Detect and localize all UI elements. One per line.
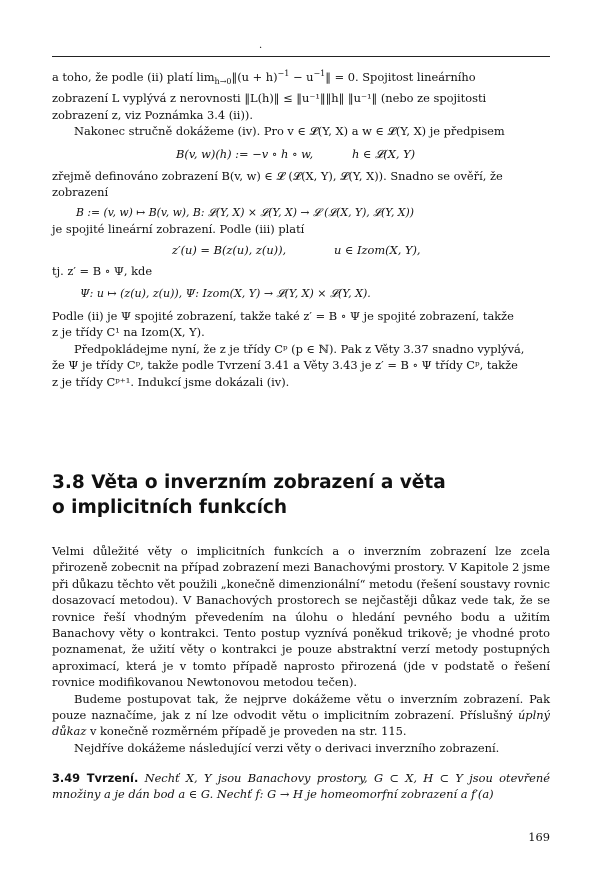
text-line: a toho, že podle (ii) platí $\lim_{h\to 0}‖(u + h)^{-1}$ − $u^{-1}‖ = 0$. Spojitost lineárního — [52, 69, 476, 87]
paragraph: Budeme postupovat tak, že nejprve dokážeme větu o inverzním zobrazení. Pak pouze naznačíme, jak z ní lze odvodit větu o implicitním zobrazení. Příslušný úplný důkaz v konečně rozměrném případě je proveden na str. 115. — [52, 691, 550, 739]
section-heading: 3.8 Věta o inverzním zobrazení a věta o implicitních funkcích — [52, 472, 446, 518]
document-page: . a toho, že podle (ii) platí $\lim_{h\to 0}‖(u + h)^{-1}$ − $u^{-1}‖ = 0$. Spojitost lineárního zobrazení L vyplývá z nerovnosti ‖L(h)‖ ≤ ‖u⁻¹‖‖h‖ ‖u⁻¹‖ (nebo ze spojitosti zobrazení z, viz Poznámka 3.4 (ii)). Nakonec stručně dokážeme (iv). Pro v ∈ 𝓛(Y, X) a w ∈ 𝓛(Y, X) je předpisem B(v, w)(h) := −v ∘ h ∘ w, h ∈ 𝓛(X, Y) zřejmě definováno zobrazení B(v, w) ∈ 𝓛 (𝓛(X, Y), 𝓛(Y, X)). Snadno se ověří, že zobrazení B := (v, w) ↦ B(v, w), B: 𝓛(Y, X) × 𝓛(Y, X) → 𝓛 (𝓛(X, Y), 𝓛(Y, X)) je spojité lineární zobrazení. Podle (iii) platí z′(u) = B(z(u), z(u)), u ∈ Izom(X, Y), tj. z′ = B ∘ Ψ, kde Ψ: u ↦ (z(u), z(u)), Ψ: Izom(X, Y) → 𝓛(Y, X) × 𝓛(Y, X). Podle (ii) je Ψ spojité zobrazení, takže také z′ = B ∘ Ψ je spojité zobrazení, takže z je třídy C¹ na Izom(X, Y). Předpokládejme nyní, že z je třídy Cᵖ (p ∈ ℕ). Pak z Věty 3.37 snadno vyplývá, že Ψ je třídy Cᵖ, takže podle Tvrzení 3.41 a Věty 3.43 je z′ = B ∘ Ψ třídy Cᵖ, takže z je třídy Cᵖ⁺¹. Indukcí jsme dokázali (iv). 3.8 Věta o inverzním zobrazení a věta o implicitních funkcích Velmi důležité věty o implicitních funkcích a o inverzním zobrazení lze zcela přirozeně zobecnit na případ zobrazení mezi Banachovými prostory. V Kapitole 2 jsme při důkazu těchto vět použili „konečně dimenzionální“ metodu (řešení soustavy rovnic dosazovací metodou). V Banachových prostorech se nejčastěji důkaz vede tak, že se rovnice řeší vhodným převedením na úlohu o hledání pevného bodu a užitím Banachovy věty o kontrakci. Tento postup vyznívá poněkud trikově; je vhodné proto poznamenat, že užití věty o kontrakci je pouze abstraktní verzí metody postupných aproximací, která je v tomto případě naprosto přirozená (jde v podstatě o řešení rovnice modifikovanou Newtonovou metodou tečen). Budeme postupovat tak, že nejprve dokážeme větu o inverzním zobrazení. Pak pouze naznačíme, jak z ní lze odvodit větu o implicitním zobrazení. Příslušný úplný důkaz v konečně rozměrném případě je proveden na str. 115. Nejdříve dokážeme následující verzi věty o derivaci inverzního zobrazení. 3.49 Tvrzení. Nechť X, Y jsou Banachovy prostory, G ⊂ X, H ⊂ Y jsou otevřené množiny a je dán bod a ∈ G. Nechť f: G → H je homeomorfní zobrazení a f′(a) 169 — [52, 40, 551, 844]
section-body — [52, 543, 550, 756]
paragraph: Nejdříve dokážeme následující verzi věty o derivaci inverzního zobrazení. — [74, 740, 500, 755]
header-mark: . — [259, 40, 263, 51]
proposition — [52, 770, 550, 803]
paragraph: tj. z′ = B ∘ Ψ, kde — [52, 264, 153, 278]
paragraph: Velmi důležité věty o implicitních funkcích a o inverzním zobrazení lze zcela přirozeně zobecnit na případ zobrazení mezi Banachovými prostory. V Kapitole 2 jsme při důkazu těchto vět použili „konečně dimenzionální“ metodu (řešení soustavy rovnic dosazovací metodou). V Banachových prostorech se nejčastěji důkaz vede tak, že se rovnice řeší vhodným převedením na úlohu o hledání pevného bodu a užitím Banachovy věty o kontrakci. Tento postup vyznívá poněkud trikově; je vhodné proto poznamenat, že užití věty o kontrakci je pouze abstraktní verzí metody postupných aproximací, která je v tomto případě naprosto přirozená (jde v podstatě o řešení rovnice modifikovanou Newtonovou metodou tečen). — [52, 544, 550, 690]
paragraph: je spojité lineární zobrazení. Podle (iii) platí — [52, 222, 305, 236]
proposition-label: 3.49 Tvrzení. — [52, 771, 139, 785]
paragraph: Nakonec stručně dokážeme (iv). Pro v ∈ 𝓛(Y, X) a w ∈ 𝓛(Y, X) je předpisem — [74, 124, 505, 139]
proof-continuation — [52, 66, 550, 140]
text-line: zobrazení z, viz Poznámka 3.4 (ii)). — [52, 107, 253, 122]
text-line: zobrazení L vyplývá z nerovnosti ‖L(h)‖ ≤ ‖u⁻¹‖‖h‖ ‖u⁻¹‖ (nebo ze spojitosti — [52, 91, 487, 106]
page-number: 169 — [528, 830, 550, 844]
proposition-text: Nechť X, Y jsou Banachovy prostory, G ⊂ X, H ⊂ Y jsou otevřené množiny a je dán bod a ∈ G. Nechť f: G → H je homeomorfní zobrazení a f′(a) — [52, 771, 551, 802]
paragraph: zřejmě definováno zobrazení B(v, w) ∈ 𝓛 (𝓛(X, Y), 𝓛(Y, X)). Snadno se ověří, že zobrazení — [52, 169, 503, 200]
paragraph: Podle (ii) je Ψ spojité zobrazení, takže také z′ = B ∘ Ψ je spojité zobrazení, takže z je třídy C¹ na Izom(X, Y). Předpokládejme nyní, že z je třídy Cᵖ (p ∈ ℕ). Pak z Věty 3.37 snadno vyplývá, že Ψ je třídy Cᵖ, takže podle Tvrzení 3.41 a Věty 3.43 je z′ = B ∘ Ψ třídy Cᵖ, takže z je třídy Cᵖ⁺¹. Indukcí jsme dokázali (iv). — [52, 309, 525, 389]
header-rule — [52, 56, 550, 57]
